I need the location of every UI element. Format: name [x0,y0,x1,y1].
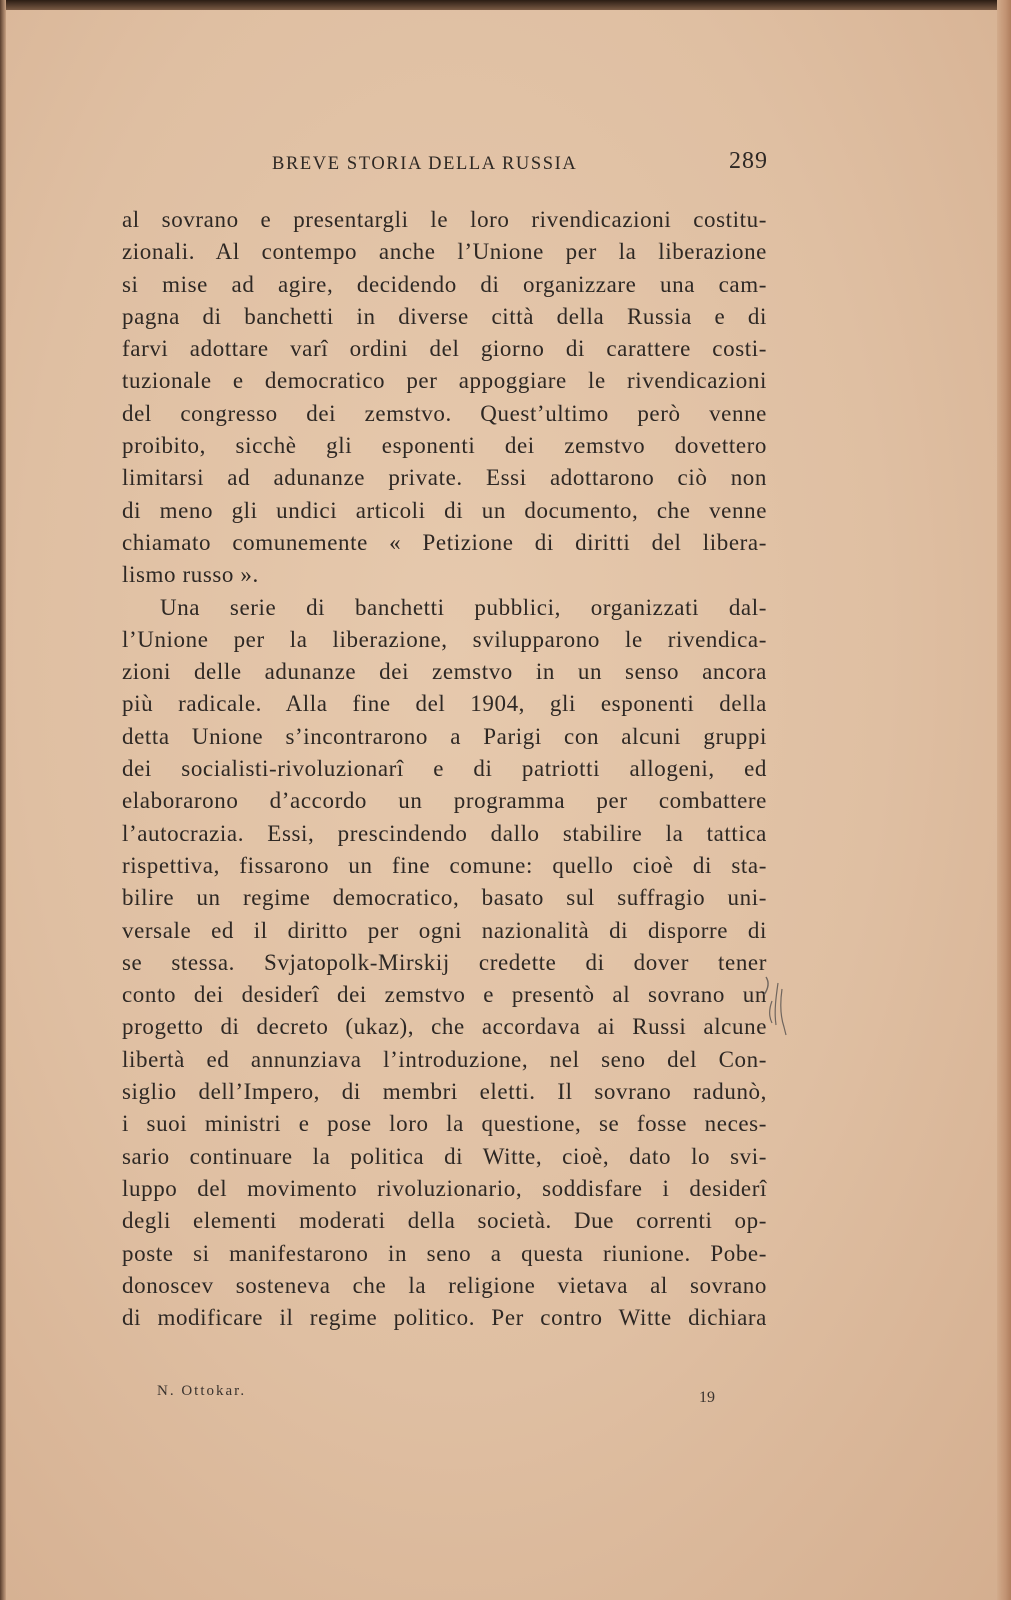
text-line: zioni delle adunanze dei zemstvo in un senso ancora [122,659,767,685]
printer-signature-number: 19 [699,1389,715,1406]
text-line: si mise ad agire, decidendo di organizzare una cam- [122,271,767,297]
text-line: limitarsi ad adunanze private. Essi adottarono ciò non [122,465,767,491]
text-line: sario continuare la politica di Witte, cioè, dato lo svi- [122,1143,767,1169]
page-header [122,148,770,182]
text-line: chiamato comunemente « Petizione di diritti del libera- [122,529,767,555]
paragraph [122,204,767,592]
text-line: degli elementi moderati della società. Due correnti op- [122,1208,767,1234]
text-line: se stessa. Svjatopolk-Mirskij credette di dover tener [122,949,767,975]
page-left-edge [0,0,6,1600]
text-line: versale ed il diritto per ogni nazionalità di disporre di [122,917,767,943]
printer-signature-mark: N. Ottokar. [157,1383,247,1399]
paragraph [122,592,767,1335]
text-line: poste si manifestarono in seno a questa riunione. Pobe- [122,1240,767,1266]
text-line: zionali. Al contempo anche l’Unione per la liberazione [122,239,767,265]
text-line: siglio dell’Impero, di membri eletti. Il sovrano radunò, [122,1079,767,1105]
text-line: pagna di banchetti in diverse città della Russia e di [122,303,767,329]
text-line: dei socialisti-rivoluzionarî e di patriotti allogeni, ed [122,756,767,782]
text-line: tuzionale e democratico per appoggiare le rivendicazioni [122,368,767,394]
page-number: 289 [729,148,768,174]
page-top-edge [0,0,1011,10]
text-line: al sovrano e presentargli le loro rivendicazioni costitu- [122,207,767,232]
text-line: di modificare il regime politico. Per contro Witte dichiara [122,1305,767,1331]
text-line: più radicale. Alla fine del 1904, gli esponenti della [122,691,767,717]
text-line: lismo russo ». [122,562,259,588]
text-line: detta Unione s’incontrarono a Parigi con alcuni gruppi [122,723,767,749]
text-line: donoscev sosteneva che la religione vietava al sovrano [122,1272,767,1298]
text-line: progetto di decreto (ukaz), che accordava ai Russi alcune [122,1014,767,1040]
body-text [122,204,767,1334]
page-right-edge [997,0,1011,1600]
pencil-margin-mark [760,975,820,1045]
text-line: l’autocrazia. Essi, prescindendo dallo stabilire la tattica [122,820,767,846]
text-line: conto dei desiderî dei zemstvo e presentò al sovrano un [122,982,767,1008]
text-line: bilire un regime democratico, basato sul suffragio uni- [122,885,767,911]
running-title: BREVE STORIA DELLA RUSSIA [272,154,578,174]
text-line: luppo del movimento rivoluzionario, soddisfare i desiderî [122,1175,767,1201]
text-line: l’Unione per la liberazione, svilupparono le rivendica- [122,626,767,652]
text-line: libertà ed annunziava l’introduzione, nel seno del Con- [122,1046,767,1072]
text-line: rispettiva, fissarono un fine comune: quello cioè di sta- [122,852,767,878]
page-footer [157,1383,722,1413]
text-line: del congresso dei zemstvo. Quest’ultimo però venne [122,400,767,426]
text-line: farvi adottare varî ordini del giorno di carattere costi- [122,336,767,362]
text-line: proibito, sicchè gli esponenti dei zemstvo dovettero [122,433,767,459]
text-line: i suoi ministri e pose loro la questione, se fosse neces- [122,1111,767,1137]
text-line: Una serie di banchetti pubblici, organizzati dal- [160,594,767,620]
text-line: elaborarono d’accordo un programma per combattere [122,788,767,814]
text-line: di meno gli undici articoli di un documento, che venne [122,497,767,523]
